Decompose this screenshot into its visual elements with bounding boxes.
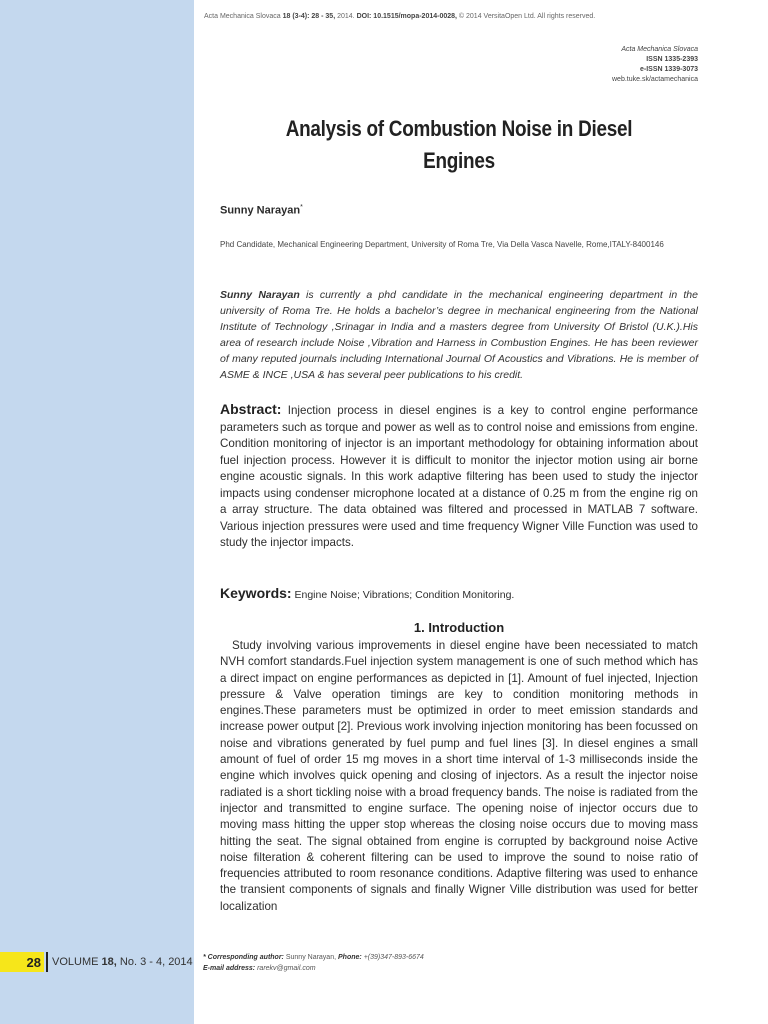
page-number: 28 [26, 954, 41, 970]
introduction-body: Study involving various improvements in diesel engine have been necessiated to match NVH comfort standards.Fuel injection system management is one of such method which has a direct impact on engine performances as depicted in [1]. Amount of fuel injected, Injection pressure & Valve operation timings are key to condition monitoring methods in engines.These parameters must be optimized in order to meet emission standards and increase power output [2]. Previous work involving injection monitoring has been focussed on noise and vibrations generated by fuel pump and fuel lines [3]. In diesel engines a small amount of fuel of order 15 mg moves in a short time interval of 1-3 milliseconds inside the engine which involves quick opening and closing of injectors. As a result the injector noise radiated is a short tickling noise with a broad frequency bands. The noise is radiated from the injector and transmitted to engine surface. The opening noise of injector occurs due to moving mass hitting the upper stop whereas the closing noise occurs due to moving mass hitting the seat. The signal obtained from engine is corrupted by background noise Active noise filteration & coherent filtering can be used to improve the sound to noise ratio of frequencies attributed to room resonance conditions. Adaptive filtering was used to enhance the transient components of signals and finally Wigner Ville distribution was used for better localization [220, 639, 698, 913]
author-name: Sunny Narayan [220, 204, 301, 217]
page-number-tab [0, 952, 44, 972]
journal-url[interactable]: web.tuke.sk/actamechanica [612, 76, 698, 83]
author-footnote-mark: * [300, 204, 303, 211]
volume-info [52, 956, 193, 968]
citation-line [204, 13, 595, 20]
bio-author-name: Sunny Narayan [220, 289, 300, 301]
keywords-label: Keywords: [220, 585, 292, 601]
journal-issn: ISSN 1335-2393 [646, 56, 698, 63]
citation-doi: DOI: 10.1515/mopa-2014-0028, [356, 13, 457, 20]
volume-word: VOLUME [52, 956, 99, 968]
keywords-text: Engine Noise; Vibrations; Condition Monitoring. [291, 589, 515, 601]
journal-eissn: e-ISSN 1339-3073 [640, 66, 698, 73]
author-bio [220, 287, 698, 383]
email-label: E-mail address: [203, 965, 256, 972]
corresponding-author-note [203, 952, 424, 974]
left-sidebar-band [0, 0, 194, 1024]
volume-issue: No. 3 - 4, 2014 [119, 956, 193, 968]
corr-name: Sunny Narayan, [285, 954, 337, 961]
page-footer [0, 952, 193, 972]
section-heading-introduction: 1. Introduction [413, 620, 505, 635]
corr-label: * Corresponding author: [203, 954, 284, 961]
volume-number: 18, [101, 956, 117, 968]
bio-text: is currently a phd candidate in the mechanical engineering department in the university of Roma Tre. He holds a bachelor’s degree in mechanical engineering from the National Institute of Technology ,Srinagar in India and a masters degree from University Of Bristol (U.K.).His area of research include Noise ,Vibration and Harness in Combustion Engines. He has been reviewer of many reputed journals including International Journal Of Acoustics and Vibrations. He is member of ASME & INCE ,USA & has several peer publications to his credit. [220, 289, 698, 381]
citation-rights: © 2014 VersitaOpen Ltd. All rights reserved. [458, 13, 596, 20]
paper-title: Analysis of Combustion Noise in Diesel Engines [285, 116, 633, 173]
phone-number: +(39)347-893-6674 [363, 954, 424, 961]
citation-year: 2014. [337, 13, 355, 20]
phone-label: Phone: [338, 954, 362, 961]
email-address[interactable]: rarekv@gmail.com [257, 965, 316, 972]
abstract [220, 401, 698, 552]
abstract-text: Injection process in diesel engines is a key to control engine performance parameters such as torque and power as well as to control noise and emissions from engine. Condition monitoring of injector is an important methodology for obtaining information about fuel injection process. However it is difficult to monitor the injector motion using air borne engine acoustic signals. In this work adaptive filtering has been used to study the injector impacts using condenser microphone located at a distance of 0.25 m from the engine rig on a array structure. The data obtained was filtered and processed in MATLAB 7 software. Various injection pressures were used and time frequency Wigner Ville Function was used to study the injector impacts. [220, 404, 698, 549]
keywords [220, 585, 514, 601]
journal-info-box [612, 45, 698, 85]
footer-divider [46, 952, 48, 972]
journal-name: Acta Mechanica Slovaca [621, 46, 698, 53]
author-line [220, 204, 303, 217]
abstract-label: Abstract: [220, 401, 282, 417]
citation-volume: 18 (3-4): 28 - 35, [282, 13, 336, 20]
author-affiliation: Phd Candidate, Mechanical Engineering Department, University of Roma Tre, Via Della Vasca Navelle, Rome,ITALY-8400146 [220, 240, 664, 249]
citation-journal: Acta Mechanica Slovaca [204, 13, 281, 20]
